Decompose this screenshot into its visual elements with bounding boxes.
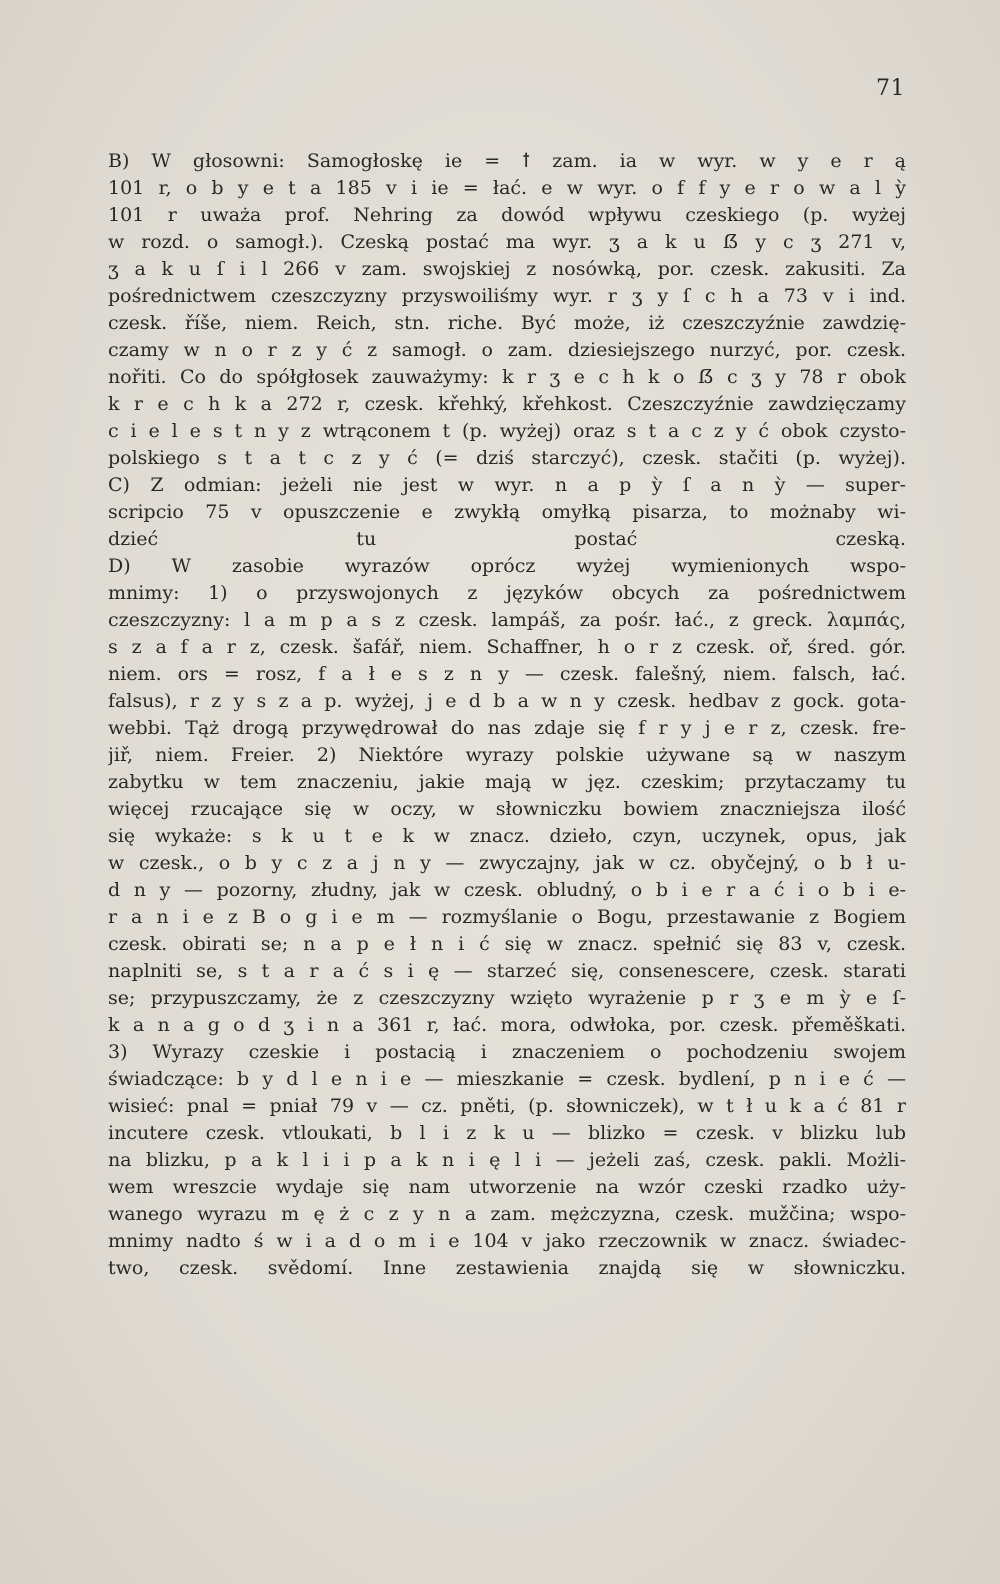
- text-line: naplniti se, s t a r a ć s i ę — starzeć się, consenescere, czesk. starati: [108, 960, 906, 982]
- body-text: [108, 148, 906, 1282]
- text-line: scripcio 75 v opuszczenie e zwykłą omyłką pisarza, to możnaby wi-: [108, 501, 906, 523]
- text-line: 101 r, o b y e t a 185 v i ie = łać. e w wyr. o f f y e r o w a l ỳ: [108, 177, 906, 199]
- text-line: czesk. říše, niem. Reich, stn. riche. Być może, iż czeszczyźnie zawdzię-: [108, 312, 906, 334]
- text-line: incutere czesk. vtloukati, b l i z k u — blizko = czesk. v blizku lub: [108, 1122, 906, 1144]
- text-line: 3) Wyrazy czeskie i postacią i znaczeniem o pochodzeniu swojem: [108, 1041, 906, 1063]
- text-line: w czesk., o b y c z a j n y — zwyczajny, jak w cz. obyčejný, o b ł u-: [108, 852, 906, 874]
- text-line: C) Z odmian: jeżeli nie jest w wyr. n a p ỳ ſ a n ỳ — super-: [108, 474, 906, 496]
- text-line: jiř, niem. Freier. 2) Niektóre wyrazy polskie używane są w naszym: [108, 744, 906, 766]
- text-line: się wykaże: s k u t e k w znacz. dzieło, czyn, uczynek, opus, jak: [108, 825, 906, 847]
- text-line: więcej rzucające się w oczy, w słowniczku bowiem znaczniejsza ilość: [108, 798, 906, 820]
- text-line: d n y — pozorny, złudny, jak w czesk. obludný, o b i e r a ć i o b i e-: [108, 879, 906, 901]
- text-line: webbi. Tąż drogą przywędrował do nas zdaje się f r y j e r z, czesk. fre-: [108, 717, 906, 739]
- text-line: dzieć tu postać czeską.: [108, 528, 906, 550]
- text-line: D) W zasobie wyrazów oprócz wyżej wymienionych wspo-: [108, 555, 906, 577]
- text-line: wanego wyrazu m ę ż c z y n a zam. mężczyzna, czesk. mužčina; wspo-: [108, 1203, 906, 1225]
- text-line: r a n i e z B o g i e m — rozmyślanie o Bogu, przestawanie z Bogiem: [108, 906, 906, 928]
- text-line: k r e c h k a 272 r, czesk. křehký, křehkost. Czeszczyźnie zawdzięczamy: [108, 393, 906, 415]
- text-line: mnimy nadto ś w i a d o m i e 104 v jako rzeczownik w znacz. świadec-: [108, 1230, 906, 1252]
- text-line: falsus), r z y s z a p. wyżej, j e d b a w n y czesk. hedbav z gock. gota-: [108, 690, 906, 712]
- text-line: na blizku, p a k l i i p a k n i ę l i — jeżeli zaś, czesk. pakli. Możli-: [108, 1149, 906, 1171]
- text-line: c i e l e s t n y z wtrąconem t (p. wyżej) oraz s t a c z y ć obok czysto-: [108, 420, 906, 442]
- text-line: czeszczyzny: l a m p a s z czesk. lampáš, za pośr. łać., z greck. λαμπάς,: [108, 609, 906, 631]
- text-line: s z a f a r z, czesk. šafář, niem. Schaffner, h o r z czesk. oř, śred. gór.: [108, 636, 906, 658]
- text-line: se; przypuszczamy, że z czeszczyzny wzięto wyrażenie p r ʒ e m ỳ e ſ-: [108, 987, 906, 1009]
- text-line: B) W głosowni: Samogłoskę ie = ꝉ zam. ia w wyr. w y e r ą: [108, 150, 906, 172]
- text-line: ʒ a k u ſ i l 266 v zam. swojskiej z nosówką, por. czesk. zakusiti. Za: [108, 258, 906, 280]
- text-line: świadczące: b y d l e n i e — mieszkanie = czesk. bydlení, p n i e ć —: [108, 1068, 906, 1090]
- text-line: czamy w n o r z y ć z samogł. o zam. dziesiejszego nurzyć, por. czesk.: [108, 339, 906, 361]
- text-line: wisieć: pnal = pniał 79 v — cz. pněti, (p. słowniczek), w t ł u k a ć 81 r: [108, 1095, 906, 1117]
- text-line: czesk. obirati se; n a p e ł n i ć się w znacz. spełnić się 83 v, czesk.: [108, 933, 906, 955]
- text-line: 101 r uważa prof. Nehring za dowód wpływu czeskiego (p. wyżej: [108, 204, 906, 226]
- page-number: 71: [876, 76, 905, 101]
- text-line: mnimy: 1) o przyswojonych z języków obcych za pośrednictwem: [108, 582, 906, 604]
- text-line: nořiti. Co do spółgłosek zauważymy: k r ʒ e c h k o ẞ c ʒ y 78 r obok: [108, 366, 906, 388]
- text-line: polskiego s t a t c z y ć (= dziś starczyć), czesk. stačiti (p. wyżej).: [108, 447, 906, 469]
- text-line: zabytku w tem znaczeniu, jakie mają w jęz. czeskim; przytaczamy tu: [108, 771, 906, 793]
- text-line: k a n a g o d ʒ i n a 361 r, łać. mora, odwłoka, por. czesk. přeměškati.: [108, 1014, 906, 1036]
- text-line: niem. ors = rosz, f a ł e s z n y — czesk. falešný, niem. falsch, łać.: [108, 663, 906, 685]
- text-line: two, czesk. svědomí. Inne zestawienia znajdą się w słowniczku.: [108, 1257, 906, 1279]
- text-line: wem wreszcie wydaje się nam utworzenie na wzór czeski rzadko uży-: [108, 1176, 906, 1198]
- text-line: pośrednictwem czeszczyzny przyswoiliśmy wyr. r ʒ y ſ c h a 73 v i ind.: [108, 285, 906, 307]
- text-line: w rozd. o samogł.). Czeską postać ma wyr. ʒ a k u ẞ y c ʒ 271 v,: [108, 231, 906, 253]
